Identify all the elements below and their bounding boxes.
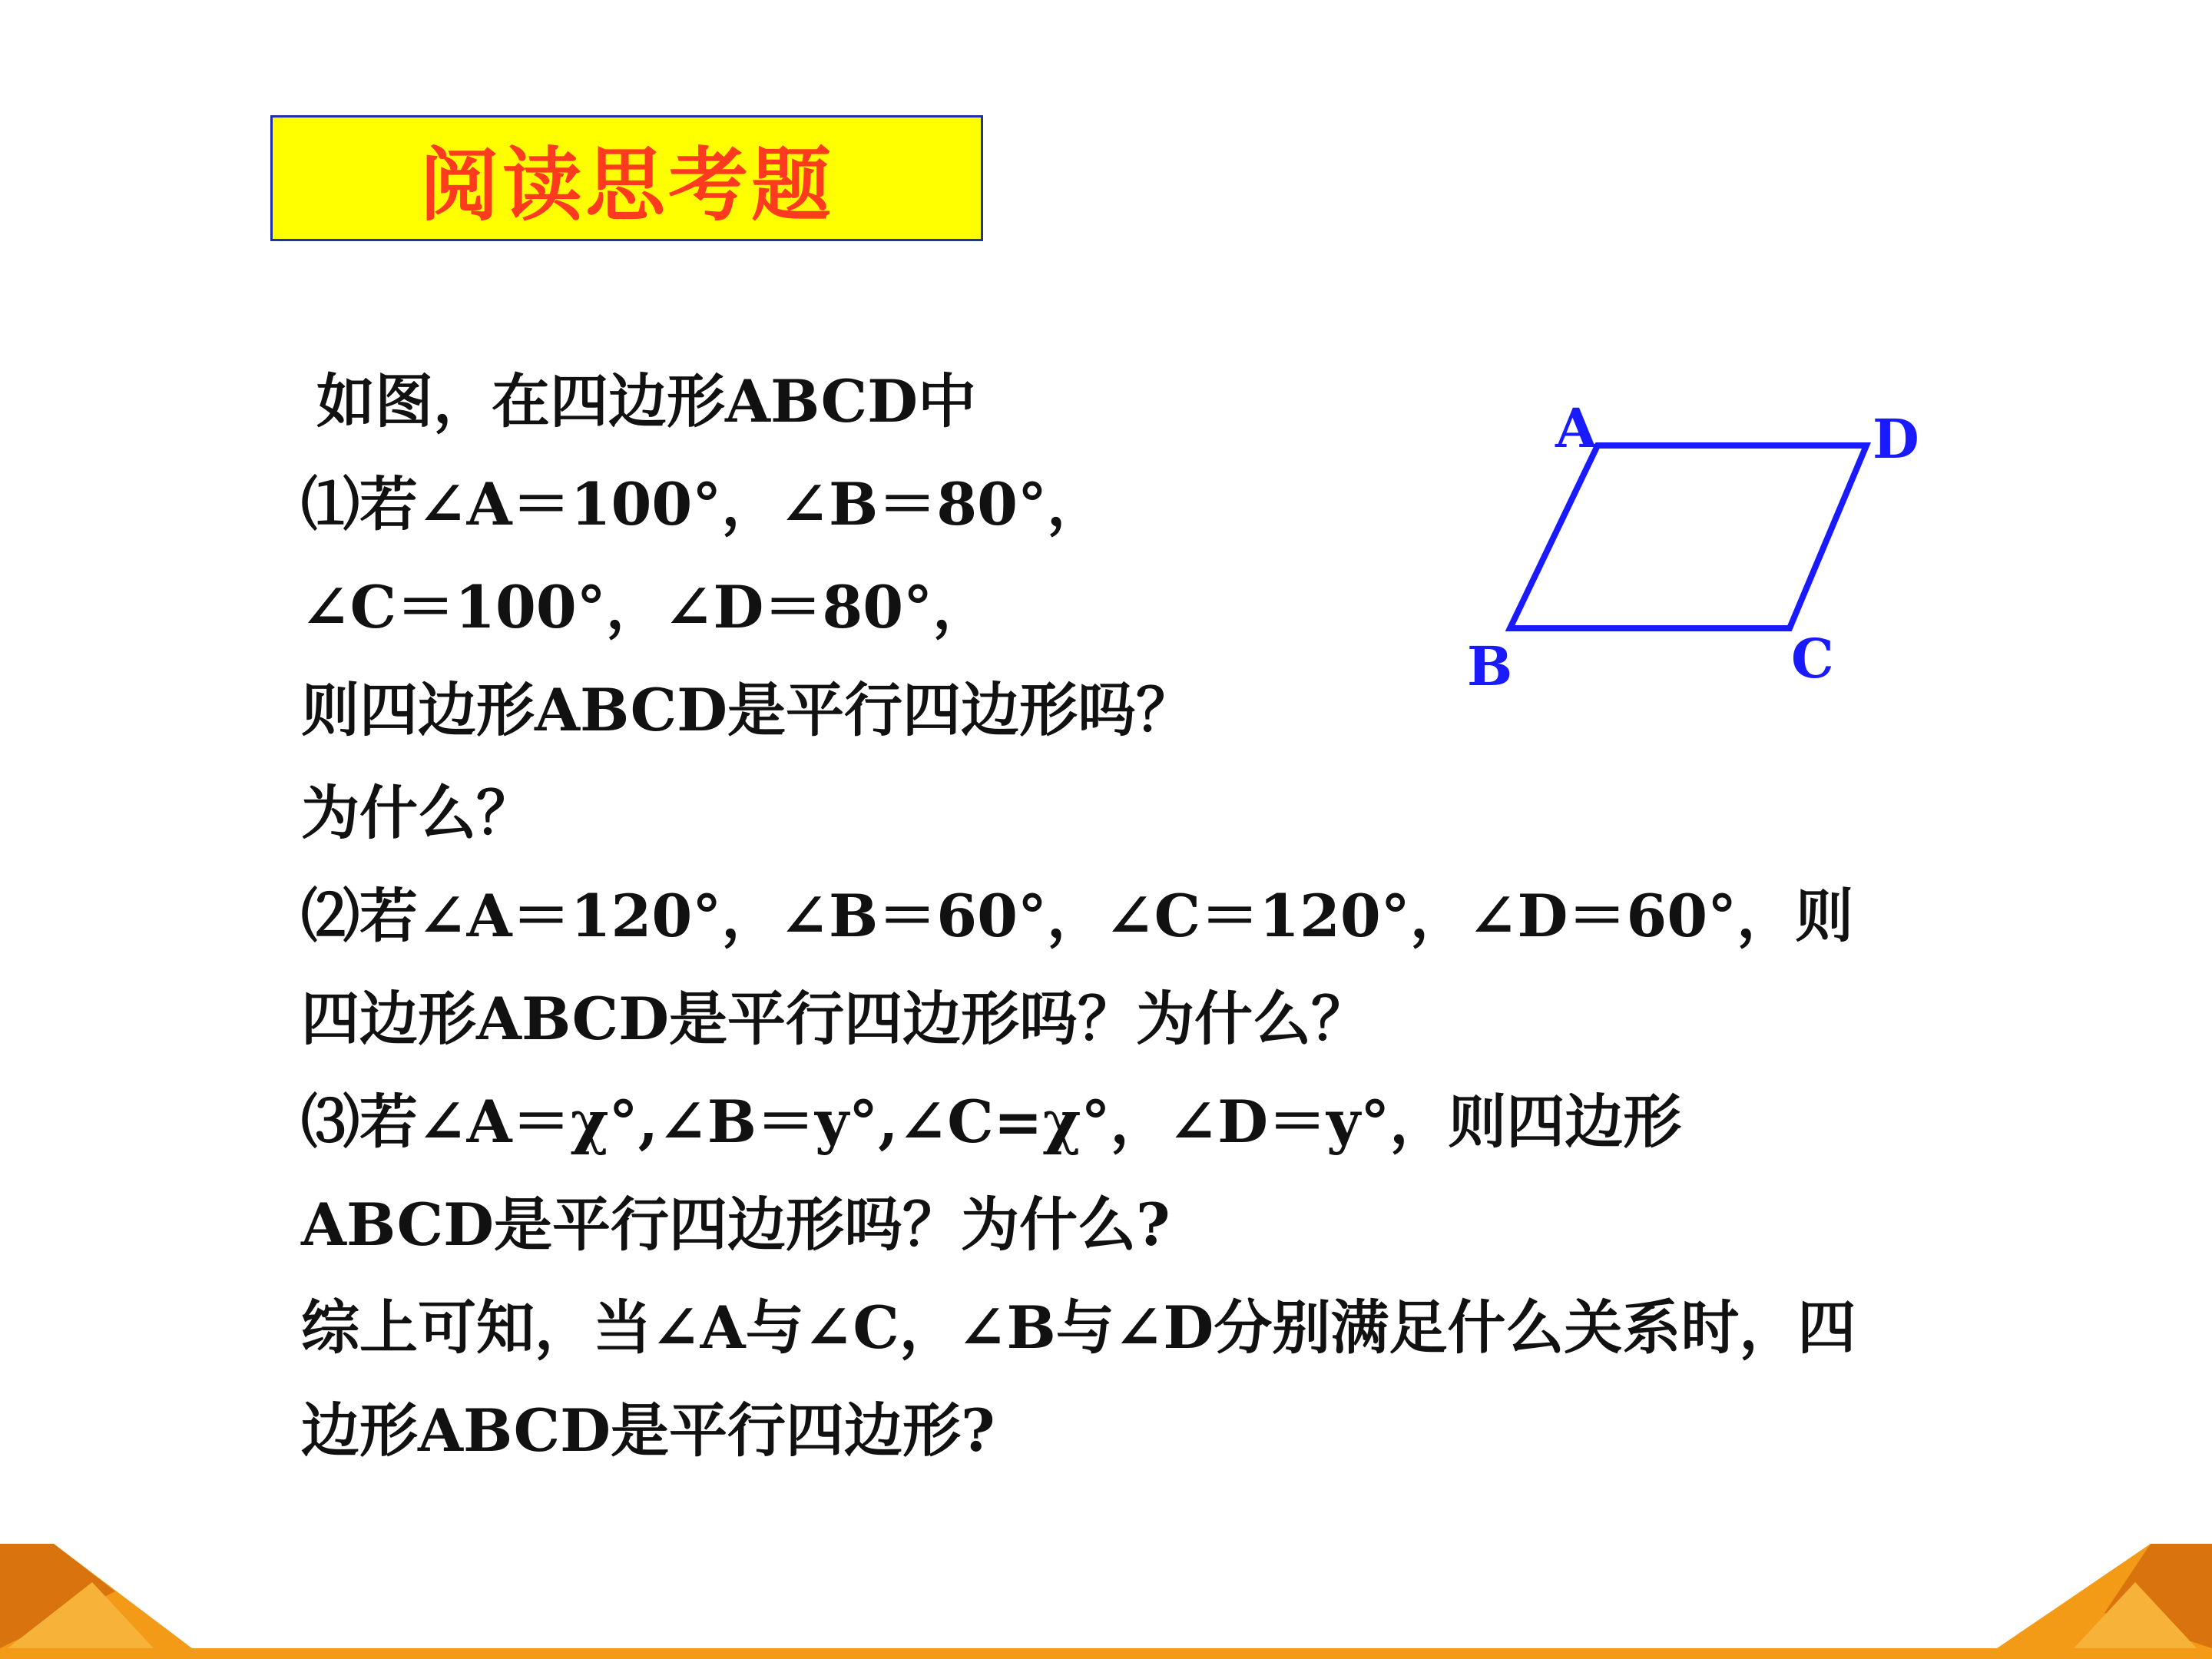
bottom-bar	[0, 1648, 2212, 1659]
text-line: ⑶若∠A＝χ°,∠B＝y°,∠C=χ°，∠D＝y°，则四边形	[301, 1088, 1682, 1156]
text-line: 四边形ABCD是平行四边形吗？为什么？	[301, 985, 1370, 1053]
slide-title: 阅读思考题	[419, 138, 834, 232]
text-line: ⑴若∠A＝100°，∠B＝80°，	[301, 470, 1105, 538]
text-line: 边形ABCD是平行四边形?	[301, 1396, 995, 1465]
parallelogram-shape	[1510, 445, 1866, 628]
text-line: ∠C＝100°，∠D＝80°，	[301, 573, 992, 641]
title-box	[270, 115, 983, 241]
bottom-decoration	[0, 1521, 2212, 1659]
text-line: 为什么？	[301, 779, 535, 847]
text-line: ABCD是平行四边形吗？为什么?	[301, 1190, 1171, 1259]
text-line: ⑵若∠A＝120°，∠B＝60°，∠C＝120°，∠D＝60°，则	[301, 882, 1854, 950]
text-line: 如图，在四边形ABCD中	[316, 367, 977, 435]
text-line: 则四边形ABCD是平行四边形吗？	[301, 676, 1195, 744]
vertex-label-b: B	[1467, 634, 1513, 698]
parallelogram-figure	[1444, 384, 1936, 707]
parallelogram-svg	[1444, 384, 1936, 707]
vertex-label-c: C	[1791, 627, 1834, 690]
text-line: 综上可知，当∠A与∠C，∠B与∠D分别满足什么关系时，四	[301, 1293, 1856, 1362]
vertex-label-d: D	[1873, 407, 1919, 471]
vertex-label-a: A	[1555, 396, 1598, 460]
